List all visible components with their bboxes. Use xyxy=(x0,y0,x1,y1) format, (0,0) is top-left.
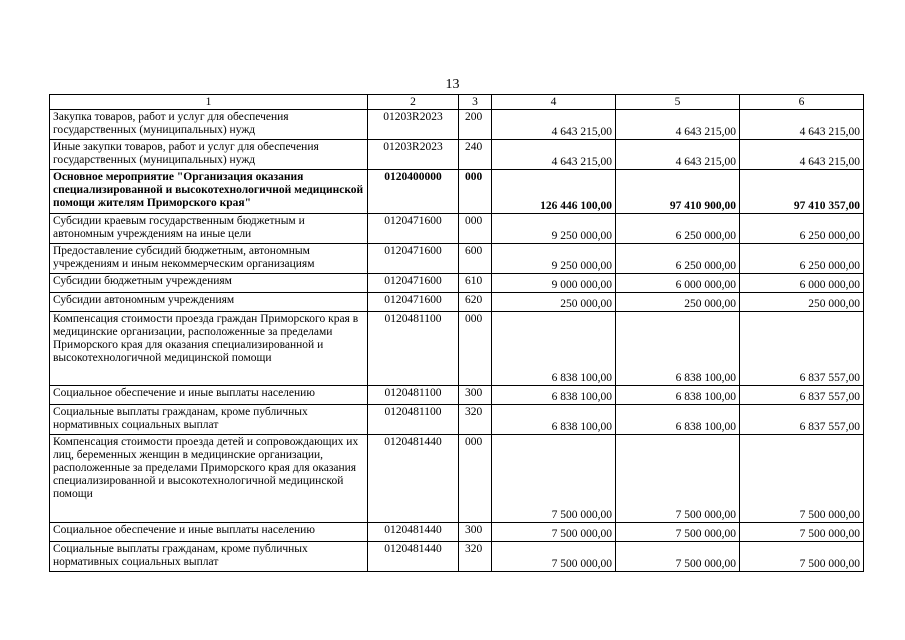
row-value-3-cell: 6 837 557,00 xyxy=(740,386,864,405)
row-name-cell: Основное мероприятие "Организация оказания специализированной и высокотехнологичной медицинской помощи жителям Приморского края" xyxy=(50,170,368,214)
row-value-2-cell: 6 838 100,00 xyxy=(616,386,740,405)
row-type-cell: 000 xyxy=(459,312,492,386)
row-name-cell: Компенсация стоимости проезда детей и сопровождающих их лиц, беременных женщин в медицинские организации, расположенные за пределами Приморского края для оказания специализированной и высокотехнологичной медицинской помощи xyxy=(50,435,368,523)
row-code-cell: 0120481440 xyxy=(368,542,459,572)
table-row xyxy=(50,274,864,293)
row-type-cell: 000 xyxy=(459,170,492,214)
row-value-1-cell: 7 500 000,00 xyxy=(492,542,616,572)
row-name-cell: Социальное обеспечение и иные выплаты населению xyxy=(50,523,368,542)
row-value-1-cell: 7 500 000,00 xyxy=(492,435,616,523)
row-value-1-cell: 7 500 000,00 xyxy=(492,523,616,542)
header-col-5: 5 xyxy=(616,95,740,110)
row-name-cell: Социальные выплаты гражданам, кроме публичных нормативных социальных выплат xyxy=(50,542,368,572)
row-value-3-cell: 6 250 000,00 xyxy=(740,244,864,274)
table-row xyxy=(50,170,864,214)
table-row xyxy=(50,110,864,140)
row-code-cell: 0120471600 xyxy=(368,244,459,274)
row-code-cell: 0120481100 xyxy=(368,386,459,405)
row-value-1-cell: 6 838 100,00 xyxy=(492,386,616,405)
row-value-3-cell: 4 643 215,00 xyxy=(740,110,864,140)
row-name-cell: Субсидии бюджетным учреждениям xyxy=(50,274,368,293)
row-value-3-cell: 7 500 000,00 xyxy=(740,435,864,523)
row-value-3-cell: 250 000,00 xyxy=(740,293,864,312)
table-body xyxy=(50,110,864,572)
row-value-3-cell: 97 410 357,00 xyxy=(740,170,864,214)
row-value-2-cell: 7 500 000,00 xyxy=(616,523,740,542)
row-name-cell: Субсидии краевым государственным бюджетным и автономным учреждениям на иные цели xyxy=(50,214,368,244)
row-value-1-cell: 4 643 215,00 xyxy=(492,110,616,140)
row-value-2-cell: 6 250 000,00 xyxy=(616,244,740,274)
row-value-2-cell: 7 500 000,00 xyxy=(616,435,740,523)
row-code-cell: 0120481440 xyxy=(368,435,459,523)
header-col-4: 4 xyxy=(492,95,616,110)
row-code-cell: 0120471600 xyxy=(368,214,459,244)
row-type-cell: 600 xyxy=(459,244,492,274)
header-col-6: 6 xyxy=(740,95,864,110)
row-type-cell: 610 xyxy=(459,274,492,293)
row-value-2-cell: 4 643 215,00 xyxy=(616,110,740,140)
row-value-2-cell: 250 000,00 xyxy=(616,293,740,312)
row-value-1-cell: 250 000,00 xyxy=(492,293,616,312)
budget-table xyxy=(49,94,864,572)
row-type-cell: 320 xyxy=(459,405,492,435)
table-row xyxy=(50,542,864,572)
row-name-cell: Предоставление субсидий бюджетным, автономным учреждениям и иным некоммерческим организациям xyxy=(50,244,368,274)
row-value-3-cell: 6 837 557,00 xyxy=(740,312,864,386)
table-row xyxy=(50,244,864,274)
row-code-cell: 01203R2023 xyxy=(368,140,459,170)
row-value-2-cell: 4 643 215,00 xyxy=(616,140,740,170)
row-type-cell: 240 xyxy=(459,140,492,170)
row-name-cell: Иные закупки товаров, работ и услуг для обеспечения государственных (муниципальных) нужд xyxy=(50,140,368,170)
row-name-cell: Компенсация стоимости проезда граждан Приморского края в медицинские организации, расположенные за пределами Приморского края для оказания специализированной и высокотехнологичной медицинской помощи xyxy=(50,312,368,386)
row-value-1-cell: 4 643 215,00 xyxy=(492,140,616,170)
row-value-3-cell: 6 250 000,00 xyxy=(740,214,864,244)
row-value-2-cell: 6 000 000,00 xyxy=(616,274,740,293)
row-name-cell: Закупка товаров, работ и услуг для обеспечения государственных (муниципальных) нужд xyxy=(50,110,368,140)
row-code-cell: 0120471600 xyxy=(368,274,459,293)
table-row xyxy=(50,293,864,312)
row-name-cell: Субсидии автономным учреждениям xyxy=(50,293,368,312)
row-value-1-cell: 9 250 000,00 xyxy=(492,214,616,244)
table-row xyxy=(50,312,864,386)
row-name-cell: Социальные выплаты гражданам, кроме публичных нормативных социальных выплат xyxy=(50,405,368,435)
row-value-2-cell: 7 500 000,00 xyxy=(616,542,740,572)
row-value-3-cell: 6 837 557,00 xyxy=(740,405,864,435)
page-number: 13 xyxy=(445,77,460,92)
row-type-cell: 000 xyxy=(459,214,492,244)
row-value-3-cell: 4 643 215,00 xyxy=(740,140,864,170)
row-value-1-cell: 126 446 100,00 xyxy=(492,170,616,214)
row-type-cell: 000 xyxy=(459,435,492,523)
row-name-cell: Социальное обеспечение и иные выплаты населению xyxy=(50,386,368,405)
table-row xyxy=(50,386,864,405)
row-value-1-cell: 6 838 100,00 xyxy=(492,405,616,435)
row-type-cell: 620 xyxy=(459,293,492,312)
row-value-1-cell: 9 250 000,00 xyxy=(492,244,616,274)
table-row xyxy=(50,405,864,435)
row-type-cell: 320 xyxy=(459,542,492,572)
header-col-2: 2 xyxy=(368,95,459,110)
header-col-3: 3 xyxy=(459,95,492,110)
row-value-2-cell: 6 838 100,00 xyxy=(616,312,740,386)
row-value-1-cell: 6 838 100,00 xyxy=(492,312,616,386)
row-code-cell: 01203R2023 xyxy=(368,110,459,140)
row-code-cell: 0120481440 xyxy=(368,523,459,542)
row-code-cell: 0120481100 xyxy=(368,405,459,435)
row-code-cell: 0120400000 xyxy=(368,170,459,214)
row-type-cell: 300 xyxy=(459,523,492,542)
row-type-cell: 200 xyxy=(459,110,492,140)
row-value-3-cell: 6 000 000,00 xyxy=(740,274,864,293)
table-row xyxy=(50,214,864,244)
row-value-1-cell: 9 000 000,00 xyxy=(492,274,616,293)
header-row xyxy=(50,95,864,110)
row-code-cell: 0120471600 xyxy=(368,293,459,312)
table-row xyxy=(50,435,864,523)
table-row xyxy=(50,523,864,542)
row-value-2-cell: 97 410 900,00 xyxy=(616,170,740,214)
row-value-2-cell: 6 838 100,00 xyxy=(616,405,740,435)
row-value-3-cell: 7 500 000,00 xyxy=(740,523,864,542)
table-row xyxy=(50,140,864,170)
row-code-cell: 0120481100 xyxy=(368,312,459,386)
row-type-cell: 300 xyxy=(459,386,492,405)
row-value-3-cell: 7 500 000,00 xyxy=(740,542,864,572)
header-col-1: 1 xyxy=(50,95,368,110)
row-value-2-cell: 6 250 000,00 xyxy=(616,214,740,244)
